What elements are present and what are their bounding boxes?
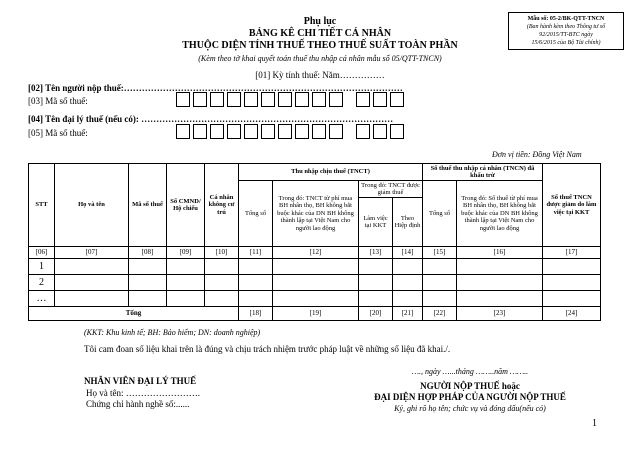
index-cell: [08] (129, 247, 167, 259)
total-cell: [22] (423, 307, 457, 321)
detail-table (28, 163, 601, 321)
total-cell: [24] (543, 307, 601, 321)
signature-date[interactable]: …., ngày …...tháng ……..năm …….. (411, 367, 529, 376)
tax-code-label: [03] Mã số thuế: (28, 96, 88, 106)
index-cell: [10] (205, 247, 239, 259)
tax-period: [01] Kỳ tính thuế: Năm…………… (255, 70, 385, 80)
table-row (29, 275, 601, 291)
total-cell: [19] (273, 307, 359, 321)
index-row (29, 247, 601, 259)
th-reduced-tax: Số thuế TNCN được giảm do làm việc tại KKT (543, 164, 601, 247)
th-withheld-total: Tổng số (423, 181, 457, 247)
appendix-label: Phụ lục (303, 16, 337, 27)
currency-unit: Đơn vị tiền: Đồng Việt Nam (492, 150, 582, 159)
agent-staff-cert[interactable]: Chứng chỉ hành nghề số:...... (86, 399, 190, 409)
th-name: Họ và tên (55, 164, 129, 247)
form-code: Mẫu số: 05-2/BK-QTT-TNCN (527, 16, 605, 22)
index-cell: [15] (423, 247, 457, 259)
page-number: 1 (592, 418, 597, 429)
doc-title-line1: BẢNG KÊ CHI TIẾT CÁ NHÂN (248, 28, 392, 39)
doc-subtitle: (Kèm theo tờ khai quyết toán thuế thu nhập cá nhân mẫu số 05/QTT-TNCN) (198, 54, 442, 63)
form-code-box (508, 12, 624, 50)
total-cell: [21] (393, 307, 423, 321)
total-row (29, 307, 601, 321)
total-cell: [20] (359, 307, 393, 321)
form-code-note3: 15/6/2015 của Bộ Tài chính) (531, 40, 601, 46)
index-cell: [11] (239, 247, 273, 259)
th-income-group: Thu nhập chịu thuế (TNCT) (239, 164, 423, 181)
th-withheld-insurance-note: Trong đó: Số thuế từ phí mua BH nhân thọ, BH không bắt buộc khác của DN BH không thành lập tại Việt Nam cho người lao động (457, 181, 543, 247)
th-agreement: Theo Hiệp định (393, 198, 423, 247)
doc-title-line2: THUỘC DIỆN TÍNH THUẾ THEO THUẾ SUẤT TOÀN PHẦN (182, 40, 458, 51)
th-insurance-note: Trong đó: TNCT từ phí mua BH nhân thọ, BH không bắt buộc khác của DN BH không thành lập tại Việt Nam cho người lao động (273, 181, 359, 247)
tax-code-boxes[interactable] (176, 92, 407, 107)
index-cell: [17] (543, 247, 601, 259)
agent-tax-code-label: [05] Mã số thuế: (28, 128, 88, 138)
agent-staff-name[interactable]: Họ và tên: ……………………. (86, 388, 200, 398)
index-cell: [14] (393, 247, 423, 259)
row-number: 2 (29, 275, 55, 291)
agent-tax-code-boxes[interactable] (176, 124, 407, 139)
th-no-residence: Cá nhân không cư trú (205, 164, 239, 247)
index-cell: [09] (167, 247, 205, 259)
declaration-text: Tôi cam đoan số liệu khai trên là đúng và chịu trách nhiệm trước pháp luật về những số liệu đã khai./. (84, 344, 451, 354)
signature-title2: ĐẠI DIỆN HỢP PHÁP CỦA NGƯỜI NỘP THUẾ (374, 392, 566, 402)
index-cell: [07] (55, 247, 129, 259)
index-cell: [06] (29, 247, 55, 259)
th-total: Tổng số (239, 181, 273, 247)
agent-name-field[interactable]: [04] Tên đại lý thuế (nếu có): ………………………………………………………………………… (28, 114, 394, 124)
signature-note: Ký, ghi rõ họ tên; chức vụ và đóng dấu(nếu có) (394, 404, 546, 413)
th-reduced-group: Trong đó: TNCT được giảm thuế (359, 181, 423, 198)
form-code-note2: 92/2015/TT-BTC ngày (539, 32, 593, 38)
agent-staff-title: NHÂN VIÊN ĐẠI LÝ THUẾ (84, 376, 197, 386)
th-withheld-group: Số thuế thu nhập cá nhân (TNCN) đã khấu trừ (423, 164, 543, 181)
signature-title1: NGƯỜI NỘP THUẾ hoặc (420, 381, 520, 391)
table-row (29, 259, 601, 275)
th-id: Số CMND/ Hộ chiếu (167, 164, 205, 247)
row-number: … (29, 291, 55, 307)
row-number: 1 (29, 259, 55, 275)
total-cell: [23] (457, 307, 543, 321)
taxpayer-name-field[interactable]: [02] Tên người nộp thuế:………………………………………………………………………………… (28, 83, 403, 93)
index-cell: [16] (457, 247, 543, 259)
th-tax-code: Mã số thuế (129, 164, 167, 247)
total-label: Tổng (29, 307, 239, 321)
total-cell: [18] (239, 307, 273, 321)
abbreviation-legend: (KKT: Khu kinh tế; BH: Bảo hiểm; DN: doanh nghiệp) (84, 328, 261, 337)
th-stt: STT (29, 164, 55, 247)
th-kkt: Làm việc tại KKT (359, 198, 393, 247)
form-code-note1: (Ban hành kèm theo Thông tư số (526, 24, 606, 30)
index-cell: [13] (359, 247, 393, 259)
table-row (29, 291, 601, 307)
index-cell: [12] (273, 247, 359, 259)
